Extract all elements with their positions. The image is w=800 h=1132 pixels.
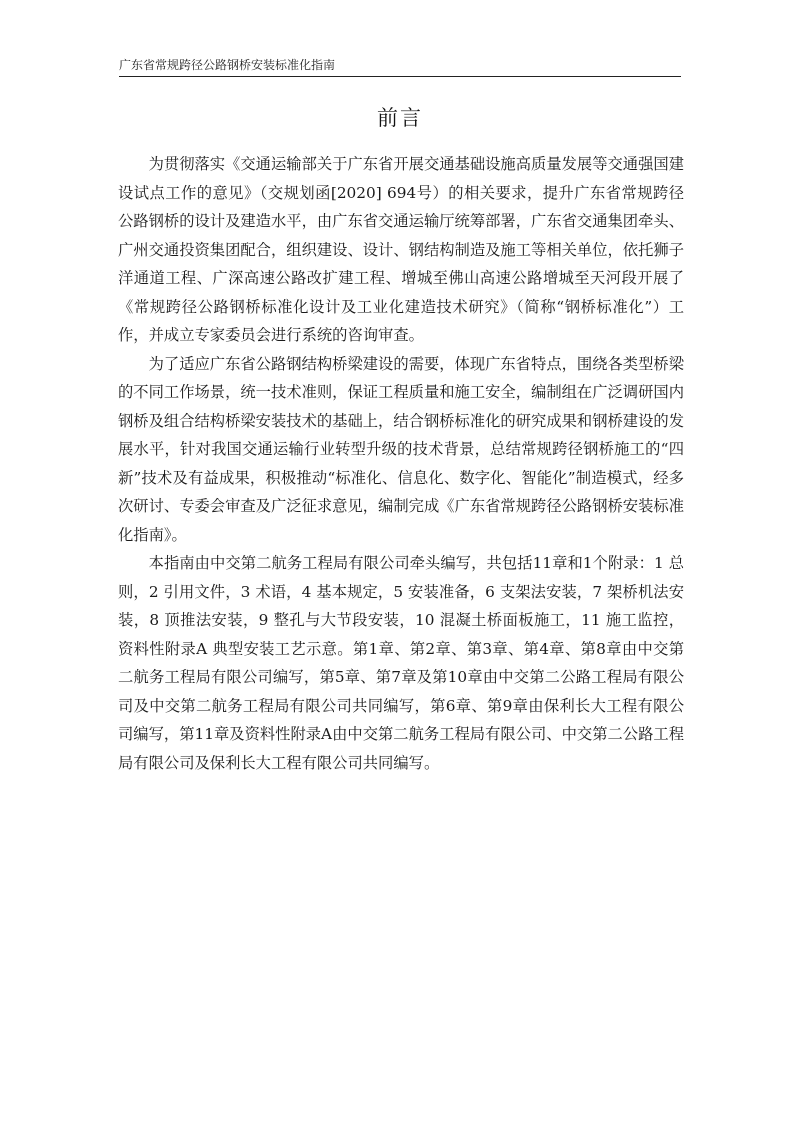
preface-paragraph-1: 为贯彻落实《交通运输部关于广东省开展交通基础设施高质量发展等交通强国建设试点工作的意见》（交规划函[2020] 694号）的相关要求，提升广东省常规跨径公路钢桥的设计及建造水平，由广东省交通运输厅统筹部署，广东省交通集团牵头、广州交通投资集团配合，组织建设、设计、钢结构制造及施工等相关单位，依托狮子洋通道工程、广深高速公路改扩建工程、增城至佛山高速公路增城至天河段开展了《常规跨径公路钢桥标准化设计及工业化建造技术研究》（简称“钢桥标准化”）工作，并成立专家委员会进行系统的咨询审查。 xyxy=(118,155,684,344)
preface-body xyxy=(118,150,684,777)
running-header-title: 广东省常规跨径公路钢桥安装标准化指南 xyxy=(119,58,336,72)
running-header xyxy=(119,58,681,77)
preface-paragraph-2: 为了适应广东省公路钢结构桥梁建设的需要，体现广东省特点，围绕各类型桥梁的不同工作场景，统一技术准则，保证工程质量和施工安全，编制组在广泛调研国内钢桥及组合结构桥梁安装技术的基础上，结合钢桥标准化的研究成果和钢桥建设的发展水平，针对我国交通运输行业转型升级的技术背景，总结常规跨径钢桥施工的“四新”技术及有益成果，积极推动“标准化、信息化、数字化、智能化”制造模式，经多次研讨、专委会审查及广泛征求意见，编制完成《广东省常规跨径公路钢桥安装标准化指南》。 xyxy=(118,354,684,544)
page-title: 前言 xyxy=(377,106,423,130)
preface-paragraph-3: 本指南由中交第二航务工程局有限公司牵头编写，共包括11章和1个附录：1 总则，2 引用文件，3 术语，4 基本规定，5 安装准备，6 支架法安装，7 架桥机法安装，8 顶推法安装，9 整孔与大节段安装，10 混凝土桥面板施工，11 施工监控，资料性附录A 典型安装工艺示意。第1章、第2章、第3章、第4章、第8章由中交第二航务工程局有限公司编写，第5章、第7章及第10章由中交第二公路工程局有限公司及中交第二航务工程局有限公司共同编写，第6章、第9章由保利长大工程有限公司编写，第11章及资料性附录A由中交第二航务工程局有限公司、中交第二公路工程局有限公司及保利长大工程有限公司共同编写。 xyxy=(118,554,684,772)
